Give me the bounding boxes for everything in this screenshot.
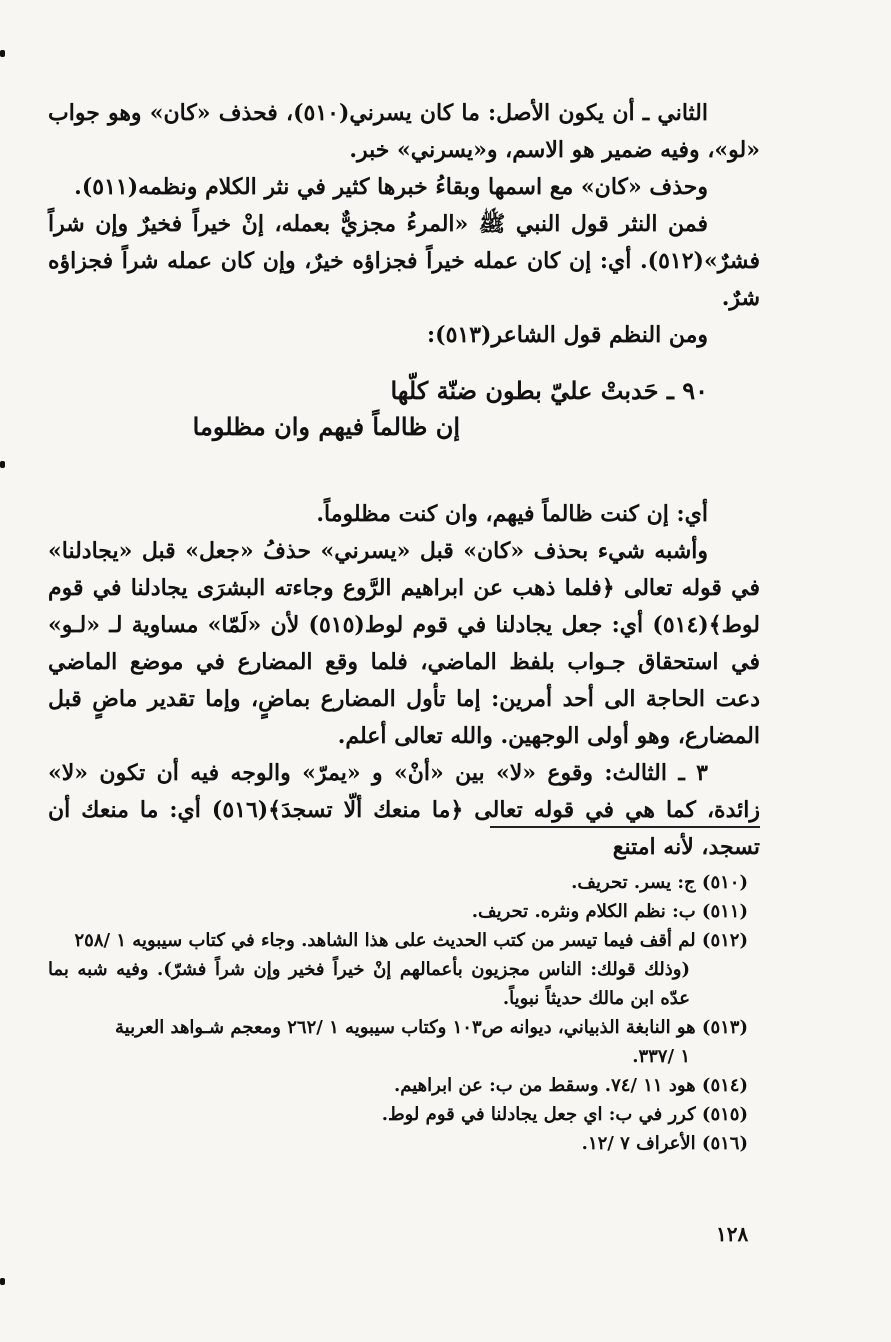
paragraph-kana-deletion: وحذف «كان» مع اسمها وبقاءُ خبرها كثير في نثر الكلام ونظمه(٥١١). bbox=[74, 174, 708, 200]
footnote-514: (٥١٤) هود ١١ /٧٤. وسقط من ب: عن ابراهيم. bbox=[394, 1075, 748, 1096]
footnote-513: (٥١٣) هو النابغة الذبياني، ديوانه ص١٠٣ وكتاب سيبويه ١ /٢٦٢ ومعجم شـواهد العربية ١ /٣٣٧. bbox=[115, 1017, 748, 1067]
footnote-515: (٥١٥) كرر في ب: اي جعل يجادلنا في قوم لوط. bbox=[381, 1104, 748, 1125]
footnotes bbox=[48, 868, 758, 1158]
body-paragraphs bbox=[48, 95, 760, 354]
paragraph-prose-example: فمن النثر قول النبي ﷺ «المرءُ مجزيٌّ بعمله، إنْ خيراً فخيرٌ وإن شراً فشرٌ»(٥١٢). أي: إن كان عمله خيراً فجزاؤه خيرٌ، وإن كان عمله شراً فجزاؤه شرٌ. bbox=[48, 211, 760, 311]
verse-line-2: إن ظالماً فيهم وان مظلوما bbox=[192, 412, 460, 441]
verse-line-1: ٩٠ ـ حَدبتْ عليّ بطون ضنّة كلّها bbox=[390, 376, 708, 405]
footnote-divider bbox=[490, 826, 760, 828]
scan-mark-bottom bbox=[0, 1278, 5, 1285]
poetry-verse bbox=[48, 376, 760, 466]
page-number: ١٢٨ bbox=[716, 1222, 749, 1246]
paragraph-verse-intro: ومن النظم قول الشاعر(٥١٣): bbox=[427, 322, 708, 348]
paragraph-verse-meaning: أي: إن كنت ظالماً فيهم، وان كنت مظلوماً. bbox=[316, 501, 708, 527]
body-paragraphs-after bbox=[48, 496, 760, 866]
paragraph-third-reason: ٣ ـ الثالث: وقوع «لا» بين «أنْ» و «يمرّ» والوجه فيه أن تكون «لا» زائدة، كما هي في قوله تعالى ﴿ما منعك ألّا تسجدَ﴾(٥١٦) أي: ما منعك أن تسجد، لأنه امتنع bbox=[48, 760, 760, 860]
footnote-511: (٥١١) ب: نظم الكلام ونثره. تحريف. bbox=[471, 901, 748, 922]
footnote-510: (٥١٠) ج: يسر. تحريف. bbox=[571, 872, 748, 893]
paragraph-second-reason: الثاني ـ أن يكون الأصل: ما كان يسرني(٥١٠)، فحذف «كان» وهو جواب «لو»، وفيه ضمير هو الاسم، و«يسرني» خبر. bbox=[48, 100, 760, 163]
footnote-516: (٥١٦) الأعراف ٧ /١٢. bbox=[581, 1133, 748, 1154]
scan-mark-middle bbox=[0, 461, 5, 468]
paragraph-jaala-deletion: وأشبه شيء بحذف «كان» قبل «يسرني» حذفُ «جعل» قبل «يجادلنا» في قوله تعالى ﴿فلما ذهب عن ابراهيم الرَّوع وجاءته البشرَى يجادلنا في قوم لوط﴾(٥١٤) أي: جعل يجادلنا في قوم لوط(٥١٥) لأن «لَمّا» مساوية لـ «لـو» في استحقاق جـواب بلفظ الماضي، فلما وقع المضارع في موضع الماضي دعت الحاجة الى أحد أمرين: إما تأول المضارع بماضٍ، وإما تقدير ماضٍ قبل المضارع، وهو أولى الوجهين. والله تعالى أعلم. bbox=[48, 538, 760, 749]
main-text bbox=[48, 95, 760, 866]
scan-mark-top bbox=[0, 50, 5, 57]
footnote-512: (٥١٢) لم أقف فيما تيسر من كتب الحديث على هذا الشاهد. وجاء في كتاب سيبويه ١ /٢٥٨ (وذلك قولك: الناس مجزيون بأعمالهم إنْ خيراً فخير وإن شراً فشرّ). وفيه شبه بما عدّه ابن مالك حديثاً نبوياً. bbox=[48, 930, 748, 1009]
